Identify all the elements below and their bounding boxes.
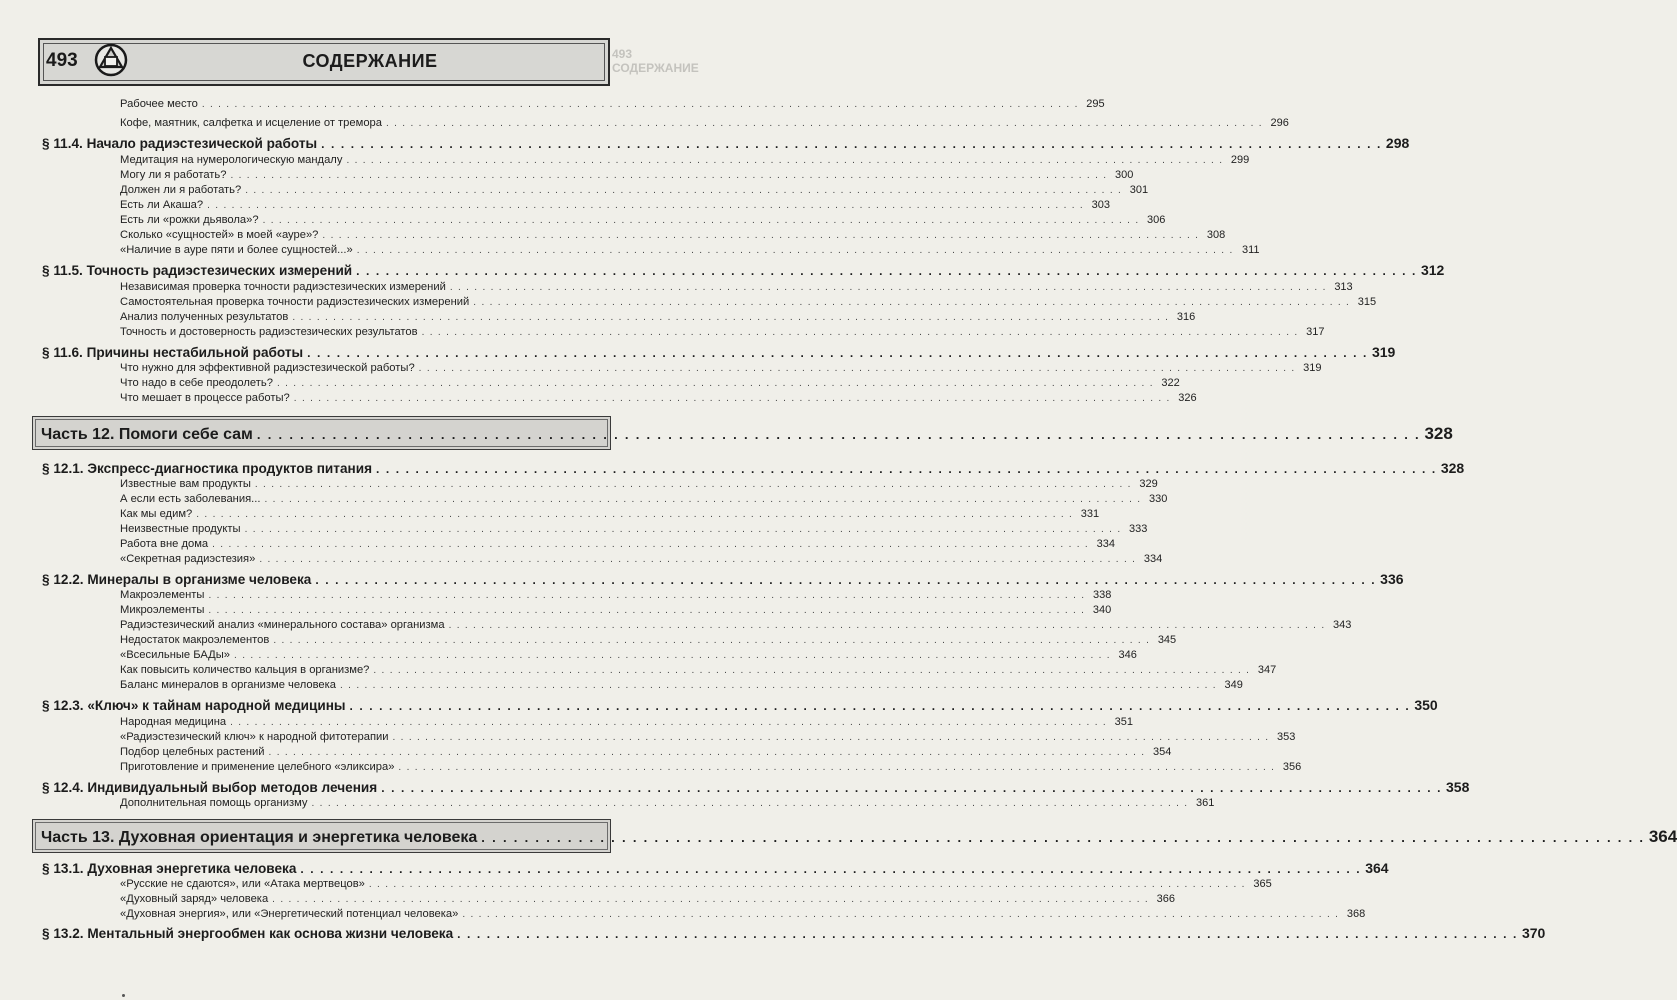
leader-dots	[264, 494, 1141, 505]
leader-dots	[208, 590, 1085, 601]
entry-page: 306	[1147, 214, 1166, 226]
toc-section-13-2[interactable]	[42, 925, 1546, 943]
toc-subentry[interactable]	[120, 508, 1100, 523]
leader-dots	[462, 909, 1339, 920]
triangle-circle-logo-icon	[94, 43, 128, 77]
leader-dots	[263, 215, 1140, 226]
entry-page: 319	[1303, 362, 1322, 374]
leader-dots	[312, 798, 1189, 809]
entry-page: 338	[1092, 589, 1112, 601]
toc-section-11-4[interactable]	[42, 135, 1410, 153]
entry-page: 301	[1129, 184, 1149, 196]
leader-dots	[245, 185, 1122, 196]
bleed-through-text: 493 СОДЕРЖАНИЕ	[612, 47, 699, 75]
section-title: § 11.4. Начало радиэстезической работы	[42, 136, 318, 151]
toc-subentry[interactable]	[120, 797, 1215, 812]
section-page: 298	[1385, 135, 1410, 151]
entry-title: Радиэстезический анализ «минерального состава» организма	[120, 619, 445, 631]
entry-title: Микроэлементы	[120, 604, 205, 616]
part-page: 364	[1648, 827, 1677, 846]
entry-title: «Духовный заряд» человека	[120, 893, 269, 905]
toc-section-12-2[interactable]	[42, 571, 1404, 589]
toc-subentry[interactable]	[120, 731, 1296, 746]
section-title: § 11.6. Причины нестабильной работы	[42, 345, 304, 360]
section-title: § 11.5. Точность радиэстезических измерений	[42, 263, 353, 278]
toc-subentry[interactable]	[120, 878, 1272, 893]
leader-dots	[450, 282, 1327, 293]
entry-title: «Наличие в ауре пяти и более сущностей...»	[120, 244, 353, 256]
leader-dots	[381, 781, 1442, 795]
entry-title: Как повысить количество кальция в организме?	[120, 664, 370, 676]
toc-subentry[interactable]	[120, 377, 1180, 392]
toc-subentry[interactable]	[120, 523, 1148, 538]
toc-subentry[interactable]	[120, 538, 1115, 553]
entry-page: 300	[1114, 169, 1134, 181]
leader-dots	[369, 879, 1246, 890]
entry-title: Баланс минералов в организме человека	[120, 679, 336, 691]
section-page: 328	[1440, 460, 1465, 476]
entry-title: «Духовная энергия», или «Энергетический потенциал человека»	[120, 908, 459, 920]
entry-title: Кофе, маятник, салфетка и исцеление от тремора	[120, 117, 382, 129]
leader-dots	[449, 620, 1326, 631]
entry-title: А если есть заболевания...	[120, 493, 261, 505]
leader-dots	[234, 650, 1111, 661]
section-title: § 12.1. Экспресс-диагностика продуктов питания	[42, 461, 372, 476]
toc-subentry[interactable]	[120, 679, 1243, 694]
part-title: Часть 13. Духовная ориентация и энергетика человека	[41, 829, 478, 846]
page-title: СОДЕРЖАНИЕ	[302, 51, 438, 71]
toc-subentry[interactable]	[120, 746, 1172, 761]
leader-dots	[376, 462, 1437, 476]
section-title: § 13.1. Духовная энергетика человека	[42, 861, 297, 876]
entry-title: «Радиэстезический ключ» к народной фитотерапии	[120, 731, 389, 743]
leader-dots	[245, 524, 1122, 535]
toc-subentry[interactable]	[120, 619, 1352, 634]
toc-subentry[interactable]	[120, 664, 1277, 679]
entry-page: 329	[1139, 478, 1158, 490]
entry-title: Должен ли я работать?	[120, 184, 242, 196]
toc-section-11-6[interactable]	[42, 344, 1396, 362]
leader-dots	[207, 200, 1084, 211]
entry-page: 316	[1176, 311, 1196, 323]
leader-dots	[340, 680, 1217, 691]
toc-subentry[interactable]	[120, 362, 1322, 377]
entry-title: Дополнительная помощь организму	[120, 797, 308, 809]
page-number: 493	[46, 50, 78, 71]
entry-page: 326	[1178, 392, 1197, 404]
entry-title: Есть ли Акаша?	[120, 199, 204, 211]
toc-subentry[interactable]	[120, 229, 1226, 244]
entry-title: Сколько «сущностей» в моей «ауре»?	[120, 229, 319, 241]
entry-title: Народная медицина	[120, 716, 227, 728]
toc-subentry[interactable]	[120, 634, 1177, 649]
entry-title: Что надо в себе преодолеть?	[120, 377, 273, 389]
leader-dots	[419, 363, 1296, 374]
toc-section-13-1[interactable]	[42, 860, 1389, 878]
part-13-banner[interactable]	[32, 819, 1677, 853]
toc-subentry[interactable]	[120, 392, 1197, 407]
entry-title: Медитация на нумерологическую мандалу	[120, 154, 343, 166]
entry-page: 311	[1242, 244, 1260, 256]
toc-subentry[interactable]	[120, 154, 1250, 169]
entry-title: Что нужно для эффективной радиэстезической работы?	[120, 362, 415, 374]
section-title: § 12.2. Минералы в организме человека	[42, 572, 312, 587]
leader-dots	[321, 137, 1382, 151]
part-page: 328	[1424, 424, 1453, 443]
toc-subentry[interactable]	[120, 604, 1112, 619]
section-page: 336	[1380, 571, 1404, 587]
toc-subentry[interactable]	[120, 117, 1289, 132]
leader-dots	[393, 732, 1270, 743]
entry-title: Подбор целебных растений	[120, 746, 265, 758]
entry-page: 334	[1096, 538, 1115, 550]
entry-title: «Всесильные БАДы»	[120, 649, 231, 661]
toc-part-13	[41, 827, 1677, 847]
toc-part-12	[41, 424, 1453, 444]
entry-title: Макроэлементы	[120, 589, 205, 601]
toc-subentry[interactable]	[120, 649, 1137, 664]
entry-page: 347	[1257, 664, 1277, 676]
entry-page: 340	[1092, 604, 1112, 616]
leader-dots	[196, 509, 1073, 520]
leader-dots	[202, 99, 1079, 110]
toc-subentry[interactable]	[120, 98, 1105, 113]
entry-title: Могу ли я работать?	[120, 169, 227, 181]
toc-subentry[interactable]	[120, 311, 1196, 326]
entry-page: 317	[1306, 326, 1325, 338]
leader-dots	[386, 118, 1263, 129]
leader-dots	[346, 155, 1223, 166]
section-title: § 13.2. Ментальный энергообмен как основа жизни человека	[42, 926, 454, 941]
entry-page: 368	[1346, 908, 1366, 920]
entry-title: «Русские не сдаются», или «Атака мертвецов»	[120, 878, 365, 890]
section-page: 350	[1414, 697, 1438, 713]
leader-dots	[481, 830, 1645, 845]
entry-page: 343	[1333, 619, 1352, 631]
leader-dots	[356, 264, 1417, 278]
entry-page: 299	[1230, 154, 1250, 166]
leader-dots	[357, 245, 1234, 256]
toc-subentry[interactable]	[120, 589, 1112, 604]
entry-page: 295	[1086, 98, 1105, 110]
entry-page: 354	[1153, 746, 1172, 758]
leader-dots	[255, 479, 1132, 490]
entry-page: 331	[1080, 508, 1100, 520]
part-12-banner[interactable]	[32, 416, 1453, 450]
toc-subentry[interactable]	[120, 199, 1110, 214]
entry-page: 313	[1334, 281, 1353, 293]
entry-title: Самостоятельная проверка точности радиэстезических измерений	[120, 296, 470, 308]
entry-page: 345	[1157, 634, 1177, 646]
section-page: 319	[1371, 344, 1396, 360]
entry-page: 315	[1357, 296, 1377, 308]
toc-section-12-1[interactable]	[42, 460, 1465, 478]
entry-title: Анализ полученных результатов	[120, 311, 289, 323]
entry-title: Приготовление и применение целебного «эликсира»	[120, 761, 395, 773]
toc-subentry[interactable]	[120, 908, 1366, 923]
toc-subentry[interactable]	[120, 244, 1260, 259]
entry-page: 296	[1270, 117, 1289, 129]
entry-page: 356	[1282, 761, 1302, 773]
print-speck	[122, 994, 125, 997]
entry-title: Недостаток макроэлементов	[120, 634, 270, 646]
toc-subentry[interactable]	[120, 478, 1158, 493]
toc-subentry[interactable]	[120, 493, 1168, 508]
leader-dots	[398, 762, 1275, 773]
leader-dots	[230, 717, 1107, 728]
toc-subentry[interactable]	[120, 296, 1377, 311]
entry-page: 365	[1253, 878, 1272, 890]
entry-page: 349	[1224, 679, 1243, 691]
entry-page: 330	[1148, 493, 1168, 505]
toc-subentry[interactable]	[120, 281, 1353, 296]
leader-dots	[457, 927, 1518, 941]
leader-dots	[272, 894, 1149, 905]
section-title: § 12.3. «Ключ» к тайнам народной медицины	[42, 698, 346, 713]
leader-dots	[277, 378, 1154, 389]
section-page: 312	[1420, 262, 1445, 278]
entry-title: Независимая проверка точности радиэстезических измерений	[120, 281, 446, 293]
entry-title: Неизвестные продукты	[120, 523, 241, 535]
entry-title: Как мы едим?	[120, 508, 193, 520]
page-header	[38, 38, 610, 86]
entry-page: 308	[1206, 229, 1226, 241]
section-title: § 12.4. Индивидуальный выбор методов лечения	[42, 780, 378, 795]
leader-dots	[273, 635, 1150, 646]
leader-dots	[257, 427, 1421, 442]
entry-page: 303	[1091, 199, 1110, 211]
entry-page: 366	[1156, 893, 1176, 905]
leader-dots	[300, 862, 1361, 876]
entry-title: Точность и достоверность радиэстезических результатов	[120, 326, 418, 338]
entry-page: 351	[1114, 716, 1133, 728]
entry-page: 361	[1195, 797, 1215, 809]
leader-dots	[315, 573, 1376, 587]
leader-dots	[230, 170, 1107, 181]
section-page: 370	[1521, 925, 1546, 941]
entry-title: Рабочее место	[120, 98, 198, 110]
entry-title: «Секретная радиэстезия»	[120, 553, 256, 565]
toc-section-12-4[interactable]	[42, 779, 1470, 797]
toc-subentry[interactable]	[120, 214, 1166, 229]
entry-page: 333	[1129, 523, 1148, 535]
leader-dots	[259, 554, 1136, 565]
toc-subentry[interactable]	[120, 553, 1163, 568]
toc-subentry[interactable]	[120, 169, 1134, 184]
leader-dots	[212, 539, 1089, 550]
leader-dots	[322, 230, 1199, 241]
leader-dots	[307, 346, 1368, 360]
toc-subentry[interactable]	[120, 716, 1133, 731]
entry-title: Что мешает в процессе работы?	[120, 392, 290, 404]
entry-page: 322	[1161, 377, 1180, 389]
section-page: 364	[1365, 860, 1389, 876]
entry-page: 334	[1143, 553, 1163, 565]
entry-page: 353	[1276, 731, 1296, 743]
leader-dots	[373, 665, 1250, 676]
entry-page: 346	[1118, 649, 1137, 661]
leader-dots	[294, 393, 1171, 404]
leader-dots	[208, 605, 1085, 616]
entry-title: Работа вне дома	[120, 538, 209, 550]
leader-dots	[292, 312, 1169, 323]
leader-dots	[350, 699, 1411, 713]
section-page: 358	[1446, 779, 1470, 795]
leader-dots	[473, 297, 1350, 308]
leader-dots	[269, 747, 1146, 758]
toc-section-11-5[interactable]	[42, 262, 1445, 280]
toc-section-12-3[interactable]	[42, 697, 1438, 715]
entry-title: Известные вам продукты	[120, 478, 251, 490]
toc-subentry[interactable]	[120, 761, 1302, 776]
toc-subentry[interactable]	[120, 326, 1325, 341]
entry-title: Есть ли «рожки дьявола»?	[120, 214, 259, 226]
part-title: Часть 12. Помоги себе сам	[41, 426, 253, 443]
toc-subentry[interactable]	[120, 893, 1176, 908]
leader-dots	[422, 327, 1299, 338]
toc-subentry[interactable]	[120, 184, 1149, 199]
